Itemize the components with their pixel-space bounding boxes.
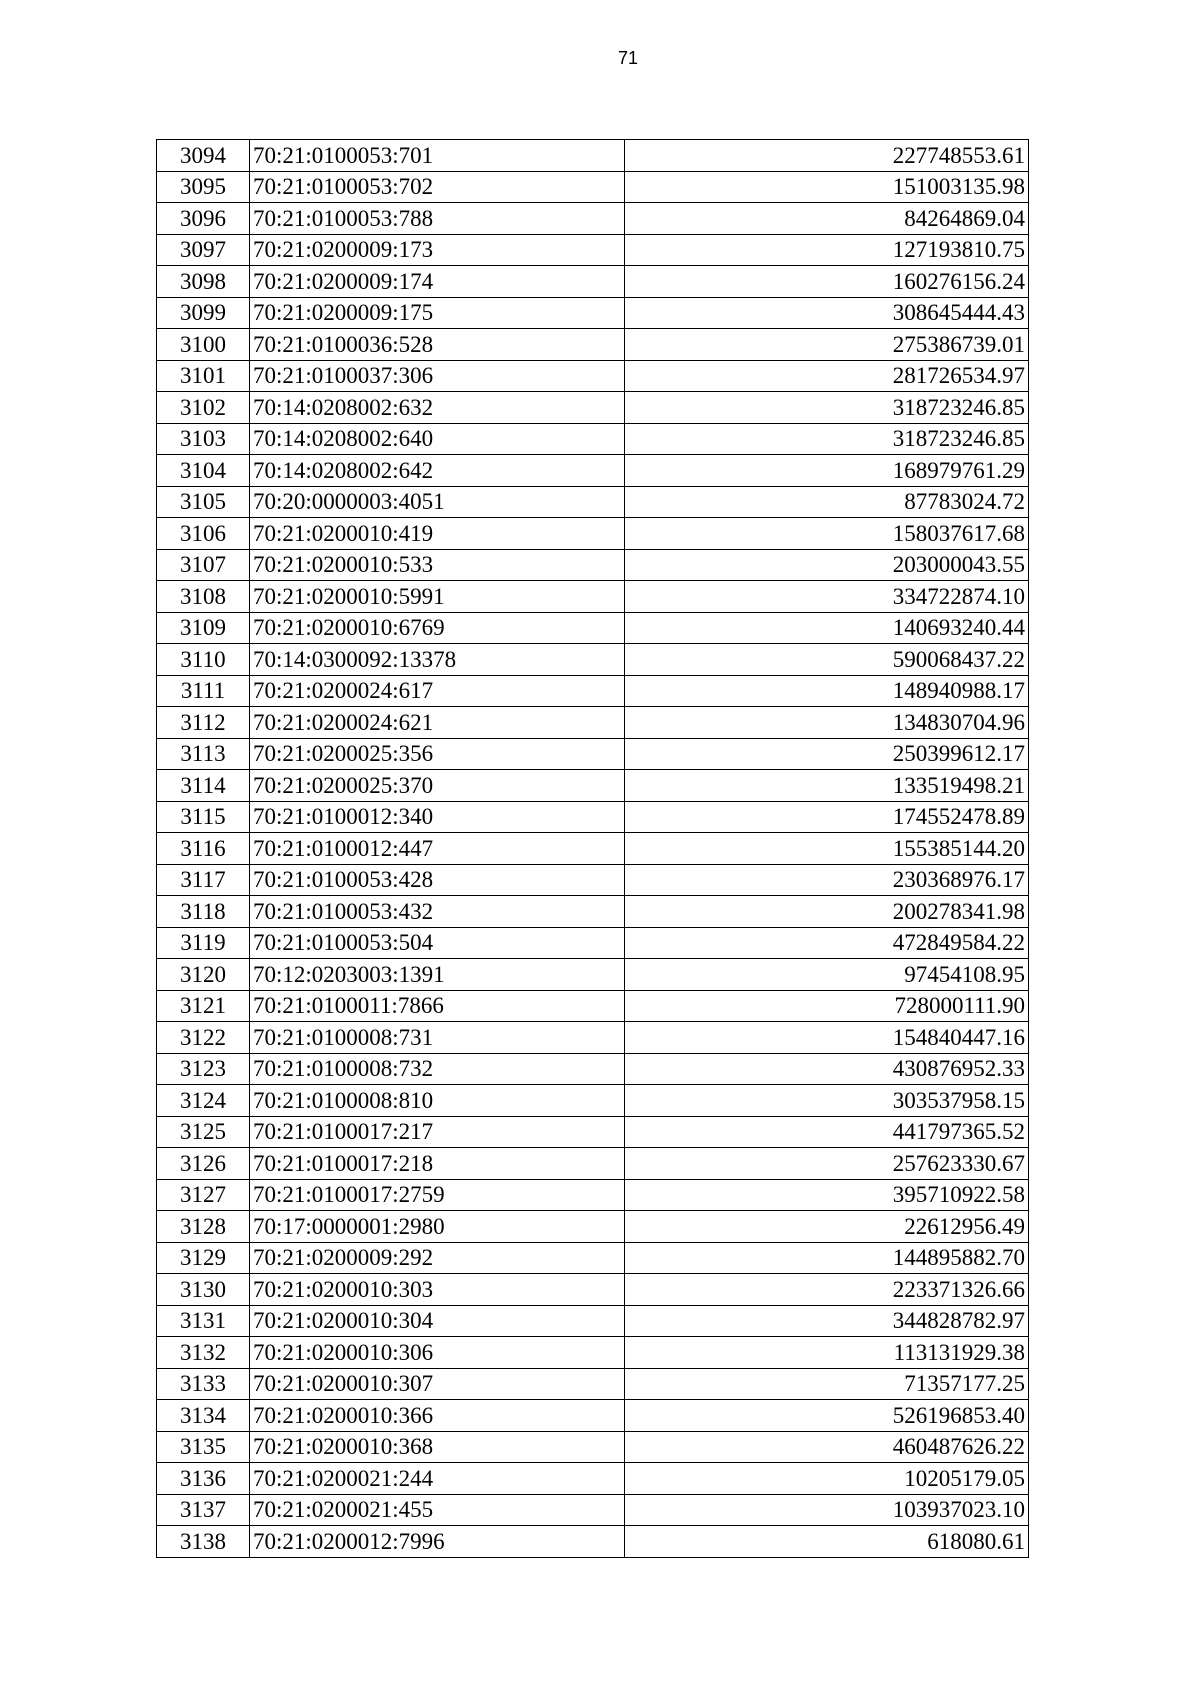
value-cell: 590068437.22 bbox=[625, 644, 1029, 676]
cadastral-number-cell: 70:21:0200025:356 bbox=[250, 738, 625, 770]
row-number-cell: 3110 bbox=[157, 644, 250, 676]
table-row bbox=[157, 1022, 1029, 1054]
value-cell: 71357177.25 bbox=[625, 1368, 1029, 1400]
cadastral-number-cell: 70:21:0200012:7996 bbox=[250, 1526, 625, 1558]
row-number-cell: 3114 bbox=[157, 770, 250, 802]
cadastral-number-cell: 70:21:0200024:617 bbox=[250, 675, 625, 707]
table-row bbox=[157, 518, 1029, 550]
row-number-cell: 3127 bbox=[157, 1179, 250, 1211]
table-row bbox=[157, 140, 1029, 172]
row-number-cell: 3134 bbox=[157, 1400, 250, 1432]
cadastral-number-cell: 70:21:0200010:307 bbox=[250, 1368, 625, 1400]
value-cell: 303537958.15 bbox=[625, 1085, 1029, 1117]
table-row bbox=[157, 896, 1029, 928]
cadastral-number-cell: 70:21:0100017:218 bbox=[250, 1148, 625, 1180]
value-cell: 113131929.38 bbox=[625, 1337, 1029, 1369]
cadastral-number-cell: 70:21:0200010:304 bbox=[250, 1305, 625, 1337]
table-row bbox=[157, 329, 1029, 361]
value-cell: 200278341.98 bbox=[625, 896, 1029, 928]
table-row bbox=[157, 1526, 1029, 1558]
value-cell: 430876952.33 bbox=[625, 1053, 1029, 1085]
row-number-cell: 3106 bbox=[157, 518, 250, 550]
value-cell: 526196853.40 bbox=[625, 1400, 1029, 1432]
row-number-cell: 3136 bbox=[157, 1463, 250, 1495]
cadastral-number-cell: 70:21:0100012:447 bbox=[250, 833, 625, 865]
cadastral-number-cell: 70:21:0100036:528 bbox=[250, 329, 625, 361]
table-row bbox=[157, 864, 1029, 896]
cadastral-number-cell: 70:21:0100053:701 bbox=[250, 140, 625, 172]
row-number-cell: 3128 bbox=[157, 1211, 250, 1243]
cadastral-number-cell: 70:21:0200025:370 bbox=[250, 770, 625, 802]
cadastral-number-cell: 70:21:0200009:173 bbox=[250, 234, 625, 266]
row-number-cell: 3135 bbox=[157, 1431, 250, 1463]
cadastral-number-cell: 70:21:0100037:306 bbox=[250, 360, 625, 392]
row-number-cell: 3100 bbox=[157, 329, 250, 361]
value-cell: 441797365.52 bbox=[625, 1116, 1029, 1148]
row-number-cell: 3119 bbox=[157, 927, 250, 959]
table-row bbox=[157, 423, 1029, 455]
value-cell: 87783024.72 bbox=[625, 486, 1029, 518]
row-number-cell: 3129 bbox=[157, 1242, 250, 1274]
row-number-cell: 3097 bbox=[157, 234, 250, 266]
table-row bbox=[157, 675, 1029, 707]
row-number-cell: 3107 bbox=[157, 549, 250, 581]
value-cell: 133519498.21 bbox=[625, 770, 1029, 802]
row-number-cell: 3103 bbox=[157, 423, 250, 455]
row-number-cell: 3126 bbox=[157, 1148, 250, 1180]
table-row bbox=[157, 1400, 1029, 1432]
row-number-cell: 3096 bbox=[157, 203, 250, 235]
value-cell: 318723246.85 bbox=[625, 423, 1029, 455]
table-row bbox=[157, 360, 1029, 392]
value-cell: 230368976.17 bbox=[625, 864, 1029, 896]
value-cell: 334722874.10 bbox=[625, 581, 1029, 613]
value-cell: 158037617.68 bbox=[625, 518, 1029, 550]
table-row bbox=[157, 455, 1029, 487]
cadastral-number-cell: 70:21:0100008:732 bbox=[250, 1053, 625, 1085]
row-number-cell: 3125 bbox=[157, 1116, 250, 1148]
cadastral-number-cell: 70:21:0200010:533 bbox=[250, 549, 625, 581]
row-number-cell: 3116 bbox=[157, 833, 250, 865]
cadastral-number-cell: 70:21:0200009:175 bbox=[250, 297, 625, 329]
row-number-cell: 3102 bbox=[157, 392, 250, 424]
table-row bbox=[157, 738, 1029, 770]
value-cell: 127193810.75 bbox=[625, 234, 1029, 266]
table-row bbox=[157, 1085, 1029, 1117]
table-row bbox=[157, 770, 1029, 802]
row-number-cell: 3117 bbox=[157, 864, 250, 896]
value-cell: 160276156.24 bbox=[625, 266, 1029, 298]
table-row bbox=[157, 581, 1029, 613]
cadastral-number-cell: 70:21:0200009:174 bbox=[250, 266, 625, 298]
value-cell: 250399612.17 bbox=[625, 738, 1029, 770]
cadastral-number-cell: 70:21:0200010:6769 bbox=[250, 612, 625, 644]
table-row bbox=[157, 1337, 1029, 1369]
table-row bbox=[157, 612, 1029, 644]
value-cell: 168979761.29 bbox=[625, 455, 1029, 487]
value-cell: 151003135.98 bbox=[625, 171, 1029, 203]
table-row bbox=[157, 171, 1029, 203]
cadastral-number-cell: 70:21:0100053:504 bbox=[250, 927, 625, 959]
row-number-cell: 3123 bbox=[157, 1053, 250, 1085]
value-cell: 281726534.97 bbox=[625, 360, 1029, 392]
table-row bbox=[157, 707, 1029, 739]
cadastral-number-cell: 70:21:0100017:217 bbox=[250, 1116, 625, 1148]
table-row bbox=[157, 1179, 1029, 1211]
table-row bbox=[157, 486, 1029, 518]
row-number-cell: 3111 bbox=[157, 675, 250, 707]
value-cell: 618080.61 bbox=[625, 1526, 1029, 1558]
row-number-cell: 3137 bbox=[157, 1494, 250, 1526]
value-cell: 395710922.58 bbox=[625, 1179, 1029, 1211]
value-cell: 154840447.16 bbox=[625, 1022, 1029, 1054]
cadastral-number-cell: 70:14:0208002:642 bbox=[250, 455, 625, 487]
value-cell: 223371326.66 bbox=[625, 1274, 1029, 1306]
value-cell: 460487626.22 bbox=[625, 1431, 1029, 1463]
page-number: 71 bbox=[617, 48, 639, 68]
row-number-cell: 3131 bbox=[157, 1305, 250, 1337]
cadastral-number-cell: 70:21:0200010:306 bbox=[250, 1337, 625, 1369]
row-number-cell: 3122 bbox=[157, 1022, 250, 1054]
value-cell: 227748553.61 bbox=[625, 140, 1029, 172]
cadastral-number-cell: 70:21:0200010:5991 bbox=[250, 581, 625, 613]
table-row bbox=[157, 1431, 1029, 1463]
row-number-cell: 3132 bbox=[157, 1337, 250, 1369]
row-number-cell: 3120 bbox=[157, 959, 250, 991]
cadastral-number-cell: 70:14:0300092:13378 bbox=[250, 644, 625, 676]
table-row bbox=[157, 1368, 1029, 1400]
table-row bbox=[157, 297, 1029, 329]
value-cell: 97454108.95 bbox=[625, 959, 1029, 991]
value-cell: 148940988.17 bbox=[625, 675, 1029, 707]
row-number-cell: 3138 bbox=[157, 1526, 250, 1558]
row-number-cell: 3105 bbox=[157, 486, 250, 518]
row-number-cell: 3118 bbox=[157, 896, 250, 928]
cadastral-number-cell: 70:21:0100053:702 bbox=[250, 171, 625, 203]
value-cell: 344828782.97 bbox=[625, 1305, 1029, 1337]
cadastral-number-cell: 70:21:0200010:366 bbox=[250, 1400, 625, 1432]
table-row bbox=[157, 1148, 1029, 1180]
table-row bbox=[157, 1274, 1029, 1306]
table-row bbox=[157, 203, 1029, 235]
row-number-cell: 3095 bbox=[157, 171, 250, 203]
value-cell: 144895882.70 bbox=[625, 1242, 1029, 1274]
table-row bbox=[157, 959, 1029, 991]
value-cell: 22612956.49 bbox=[625, 1211, 1029, 1243]
cadastral-number-cell: 70:21:0200010:419 bbox=[250, 518, 625, 550]
row-number-cell: 3094 bbox=[157, 140, 250, 172]
cadastral-number-cell: 70:14:0208002:640 bbox=[250, 423, 625, 455]
row-number-cell: 3099 bbox=[157, 297, 250, 329]
table-row bbox=[157, 234, 1029, 266]
row-number-cell: 3109 bbox=[157, 612, 250, 644]
value-cell: 174552478.89 bbox=[625, 801, 1029, 833]
cadastral-number-cell: 70:21:0200021:455 bbox=[250, 1494, 625, 1526]
cadastral-number-cell: 70:21:0200010:303 bbox=[250, 1274, 625, 1306]
table-row bbox=[157, 549, 1029, 581]
value-cell: 10205179.05 bbox=[625, 1463, 1029, 1495]
table-row bbox=[157, 392, 1029, 424]
cadastral-value-table bbox=[156, 139, 1029, 1558]
table-body bbox=[157, 140, 1029, 1558]
value-cell: 84264869.04 bbox=[625, 203, 1029, 235]
value-cell: 318723246.85 bbox=[625, 392, 1029, 424]
table-row bbox=[157, 801, 1029, 833]
row-number-cell: 3104 bbox=[157, 455, 250, 487]
table-row bbox=[157, 1242, 1029, 1274]
row-number-cell: 3101 bbox=[157, 360, 250, 392]
value-cell: 103937023.10 bbox=[625, 1494, 1029, 1526]
row-number-cell: 3098 bbox=[157, 266, 250, 298]
value-cell: 134830704.96 bbox=[625, 707, 1029, 739]
row-number-cell: 3113 bbox=[157, 738, 250, 770]
row-number-cell: 3115 bbox=[157, 801, 250, 833]
table-row bbox=[157, 1305, 1029, 1337]
row-number-cell: 3133 bbox=[157, 1368, 250, 1400]
cadastral-number-cell: 70:21:0100011:7866 bbox=[250, 990, 625, 1022]
cadastral-number-cell: 70:21:0200009:292 bbox=[250, 1242, 625, 1274]
table-row bbox=[157, 1116, 1029, 1148]
cadastral-number-cell: 70:21:0100053:428 bbox=[250, 864, 625, 896]
value-cell: 203000043.55 bbox=[625, 549, 1029, 581]
cadastral-number-cell: 70:21:0100012:340 bbox=[250, 801, 625, 833]
table-row bbox=[157, 1494, 1029, 1526]
cadastral-number-cell: 70:21:0100008:810 bbox=[250, 1085, 625, 1117]
cadastral-number-cell: 70:21:0100053:788 bbox=[250, 203, 625, 235]
row-number-cell: 3130 bbox=[157, 1274, 250, 1306]
value-cell: 155385144.20 bbox=[625, 833, 1029, 865]
cadastral-number-cell: 70:20:0000003:4051 bbox=[250, 486, 625, 518]
row-number-cell: 3121 bbox=[157, 990, 250, 1022]
table-row bbox=[157, 644, 1029, 676]
cadastral-number-cell: 70:21:0200010:368 bbox=[250, 1431, 625, 1463]
table-row bbox=[157, 1211, 1029, 1243]
value-cell: 728000111.90 bbox=[625, 990, 1029, 1022]
value-cell: 308645444.43 bbox=[625, 297, 1029, 329]
value-cell: 257623330.67 bbox=[625, 1148, 1029, 1180]
cadastral-number-cell: 70:21:0200024:621 bbox=[250, 707, 625, 739]
table-row bbox=[157, 266, 1029, 298]
row-number-cell: 3108 bbox=[157, 581, 250, 613]
cadastral-number-cell: 70:14:0208002:632 bbox=[250, 392, 625, 424]
cadastral-number-cell: 70:21:0200021:244 bbox=[250, 1463, 625, 1495]
value-cell: 275386739.01 bbox=[625, 329, 1029, 361]
table-row bbox=[157, 1053, 1029, 1085]
value-cell: 472849584.22 bbox=[625, 927, 1029, 959]
table-row bbox=[157, 1463, 1029, 1495]
row-number-cell: 3124 bbox=[157, 1085, 250, 1117]
table-row bbox=[157, 927, 1029, 959]
cadastral-number-cell: 70:21:0100008:731 bbox=[250, 1022, 625, 1054]
cadastral-number-cell: 70:17:0000001:2980 bbox=[250, 1211, 625, 1243]
row-number-cell: 3112 bbox=[157, 707, 250, 739]
table-row bbox=[157, 833, 1029, 865]
cadastral-number-cell: 70:21:0100053:432 bbox=[250, 896, 625, 928]
value-cell: 140693240.44 bbox=[625, 612, 1029, 644]
cadastral-number-cell: 70:12:0203003:1391 bbox=[250, 959, 625, 991]
table-row bbox=[157, 990, 1029, 1022]
cadastral-number-cell: 70:21:0100017:2759 bbox=[250, 1179, 625, 1211]
